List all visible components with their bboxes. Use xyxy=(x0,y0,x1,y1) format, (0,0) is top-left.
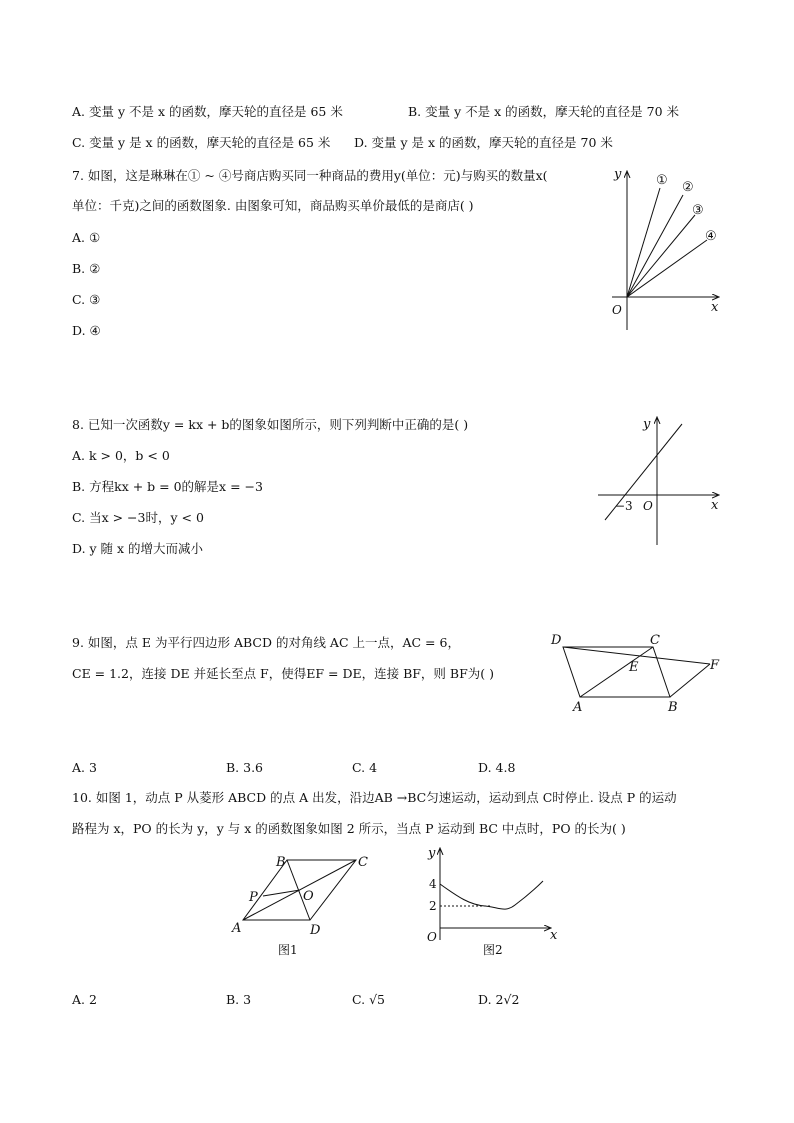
q7-line-label-3: ③ xyxy=(692,203,704,218)
q9-label-d: D xyxy=(551,633,562,648)
q8-figure xyxy=(590,410,730,550)
q10-fig2-origin: O xyxy=(427,930,437,944)
q7-figure xyxy=(600,160,730,330)
q7-x-label: x xyxy=(711,300,719,315)
q9-label-e: E xyxy=(629,660,639,675)
q8-option-b: B. 方程kx + b = 0的解是x = −3 xyxy=(72,479,263,494)
q8-x-label: x xyxy=(711,498,719,513)
q7-origin-label: O xyxy=(612,303,622,317)
q10-label-c: C xyxy=(358,855,368,870)
q9-option-c: C. 4 xyxy=(352,760,378,775)
q8-option-c: C. 当x > −3时，y < 0 xyxy=(72,510,204,525)
q9-option-d: D. 4.8 xyxy=(478,760,516,775)
q9-option-b: B. 3.6 xyxy=(226,760,264,775)
q7-option-b: B. ② xyxy=(72,261,101,276)
q9-stem-line2: CE = 1.2，连接 DE 并延长至点 F，使得EF = DE，连接 BF，则 BF为( ) xyxy=(72,666,494,681)
q10-label-d: D xyxy=(310,923,321,938)
q9-option-a: A. 3 xyxy=(72,760,97,775)
q7-stem-line2: 单位：千克)之间的函数图象. 由图象可知，商品购买单价最低的是商店( ) xyxy=(72,198,474,213)
q9-diagonal-ac xyxy=(580,647,653,697)
q10-stem-line1: 10. 如图 1，动点 P 从菱形 ABCD 的点 A 出发，沿边AB →BC匀速运动，运动到点 C时停止. 设点 P 的运动 xyxy=(72,790,677,805)
q8-origin-label: O xyxy=(643,499,653,513)
q10-fig1-caption: 图1 xyxy=(278,943,298,957)
q8-stem: 8. 已知一次函数y = kx + b的图象如图所示，则下列判断中正确的是( ) xyxy=(72,417,469,432)
q7-line-label-1: ① xyxy=(656,173,668,188)
q9-segment-bf xyxy=(670,664,710,697)
q6-option-b: B. 变量 y 不是 x 的函数，摩天轮的直径是 70 米 xyxy=(408,104,679,119)
q6-option-c: C. 变量 y 是 x 的函数，摩天轮的直径是 65 米 xyxy=(72,135,331,150)
q10-option-a: A. 2 xyxy=(72,992,97,1007)
q7-option-d: D. ④ xyxy=(72,323,101,338)
q10-label-b: B xyxy=(276,855,286,870)
q9-figure xyxy=(545,630,725,715)
q10-fig2-curve xyxy=(440,881,543,909)
q8-option-a: A. k > 0，b < 0 xyxy=(72,448,170,463)
q10-fig2-caption: 图2 xyxy=(483,943,503,957)
q10-stem-line2: 路程为 x，PO 的长为 y，y 与 x 的函数图象如图 2 所示，当点 P 运动到 BC 中点时，PO 的长为( ) xyxy=(72,821,626,836)
q8-y-label: y xyxy=(643,417,651,432)
q10-label-p: P xyxy=(249,890,258,905)
q7-line-label-2: ② xyxy=(682,180,694,195)
q9-label-a: A xyxy=(573,700,583,715)
q10-figure-2 xyxy=(420,840,570,960)
q9-label-c: C xyxy=(650,633,660,648)
q7-line-label-4: ④ xyxy=(705,229,717,244)
q8-intercept-label: −3 xyxy=(615,499,633,513)
q10-label-a: A xyxy=(232,921,242,936)
q10-fig2-y-label: y xyxy=(428,846,436,861)
q8-option-d: D. y 随 x 的增大而减小 xyxy=(72,541,204,556)
q10-fig2-x-label: x xyxy=(550,928,558,943)
q7-line-1 xyxy=(627,188,660,297)
q6-option-a: A. 变量 y 不是 x 的函数，摩天轮的直径是 65 米 xyxy=(72,104,343,119)
q10-label-o: O xyxy=(303,889,314,904)
q10-fig2-tick-4: 4 xyxy=(429,877,437,891)
q6-option-d: D. 变量 y 是 x 的函数，摩天轮的直径是 70 米 xyxy=(354,135,613,150)
q7-option-c: C. ③ xyxy=(72,292,101,307)
q7-line-2 xyxy=(627,195,683,297)
q9-label-f: F xyxy=(710,658,720,673)
q9-stem-line1: 9. 如图，点 E 为平行四边形 ABCD 的对角线 AC 上一点，AC = 6， xyxy=(72,635,460,650)
q7-stem-line1: 7. 如图，这是琳琳在① ~ ④号商店购买同一种商品的费用y(单位：元)与购买的数量x( xyxy=(72,168,548,183)
q10-option-b: B. 3 xyxy=(226,992,252,1007)
q10-option-c: C. √5 xyxy=(352,992,385,1007)
q9-label-b: B xyxy=(668,700,678,715)
q7-y-label: y xyxy=(614,167,622,182)
q10-fig2-tick-2: 2 xyxy=(429,899,437,913)
q7-option-a: A. ① xyxy=(72,230,101,245)
q10-option-d: D. 2√2 xyxy=(478,992,520,1007)
q10-figure-1 xyxy=(225,848,375,963)
